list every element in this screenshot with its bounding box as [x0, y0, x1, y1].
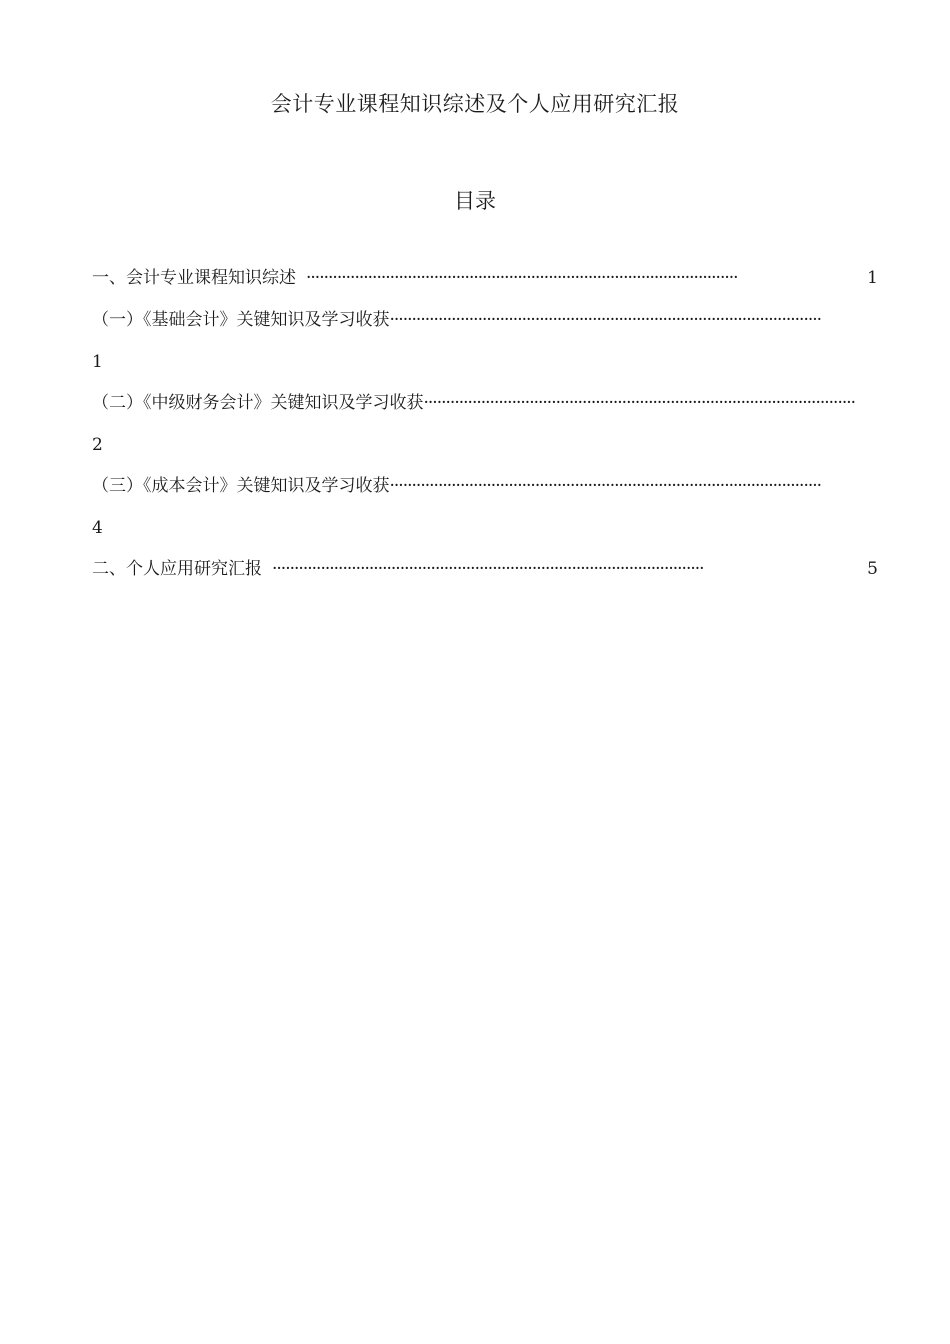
dot-leader: ··································································································	[389, 476, 822, 496]
toc-entry-label: （一）《基础会计》关键知识及学习收获	[92, 310, 390, 330]
dot-leader: ··································································································	[306, 268, 738, 288]
toc-entry-label: （二）《中级财务会计》关键知识及学习收获	[92, 393, 424, 413]
toc-entry[interactable]	[92, 307, 878, 333]
dot-leader: ··································································································	[423, 393, 856, 413]
toc-entry-page: 4	[92, 518, 103, 538]
toc-heading: 目录	[454, 189, 496, 213]
dot-leader: ··································································································	[272, 559, 704, 579]
toc-entry-page: 5	[867, 559, 878, 579]
toc-entry[interactable]	[92, 390, 878, 416]
toc-entry[interactable]	[92, 473, 878, 499]
toc-entry[interactable]	[92, 265, 878, 291]
toc-entry[interactable]	[92, 556, 878, 582]
document-title: 会计专业课程知识综述及个人应用研究汇报	[270, 92, 680, 116]
toc-entry-label: 二、个人应用研究汇报	[92, 559, 262, 579]
dot-leader: ··································································································	[389, 310, 822, 330]
toc-entry-page: 1	[92, 352, 103, 372]
toc-entry-page: 2	[92, 435, 103, 455]
toc-entry-label: （三）《成本会计》关键知识及学习收获	[92, 476, 390, 496]
toc-entry-page: 1	[867, 268, 878, 288]
toc-entry-label: 一、会计专业课程知识综述	[92, 268, 296, 288]
